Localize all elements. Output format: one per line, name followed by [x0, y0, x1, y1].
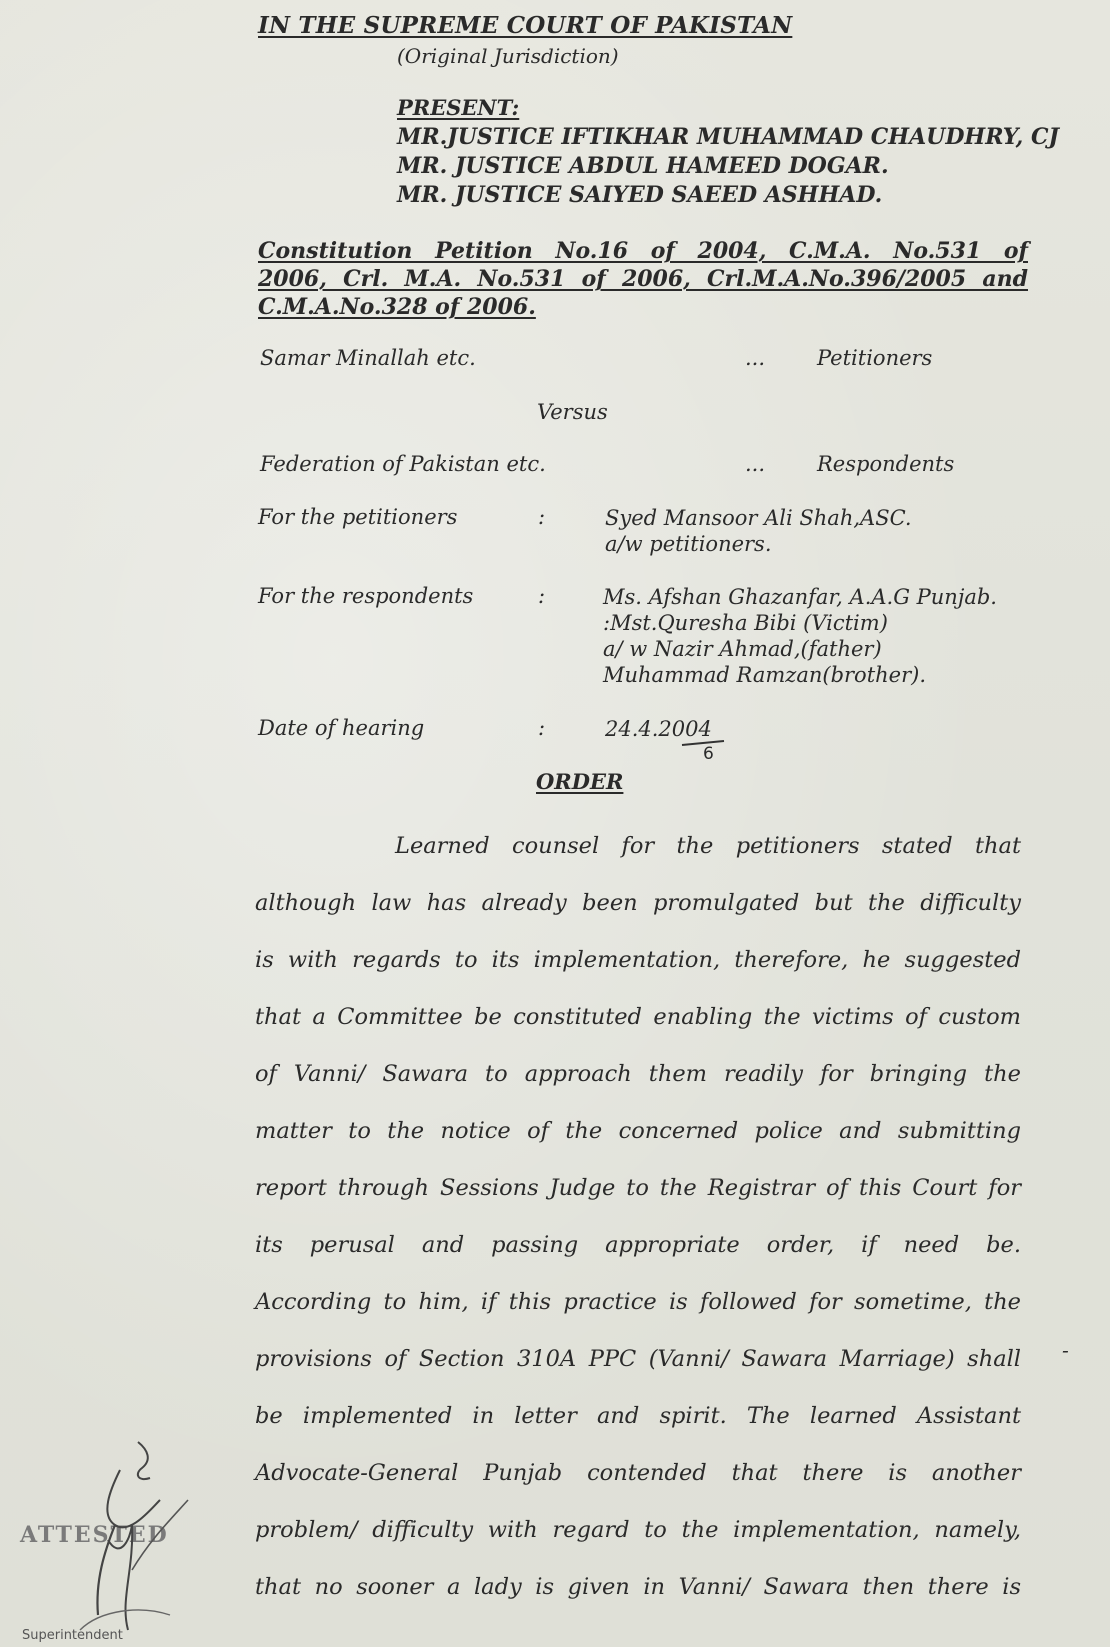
order-line: Advocate-General Punjab contended that there is another [255, 1460, 1021, 1486]
leader-dots: ... [745, 452, 766, 476]
judge-name: MR. JUSTICE SAIYED SAEED ASHHAD. [397, 182, 883, 208]
judge-name: MR.JUSTICE IFTIKHAR MUHAMMAD CHAUDHRY, CJ [397, 124, 1059, 150]
order-line: be implemented in letter and spirit. The learned Assistant [255, 1403, 1021, 1429]
order-line: that no sooner a lady is given in Vanni/ Sawara then there is [255, 1574, 1021, 1600]
respondents-counsel [603, 584, 997, 688]
order-line: of Vanni/ Sawara to approach them readily for bringing the [255, 1061, 1021, 1087]
hearing-date-label: Date of hearing [258, 716, 425, 740]
order-line: According to him, if this practice is followed for sometime, the [255, 1289, 1021, 1315]
signature-icon [20, 1430, 230, 1647]
petitioner-role: Petitioners [817, 346, 933, 370]
order-line: although law has already been promulgated but the difficulty [255, 890, 1021, 916]
court-title: IN THE SUPREME COURT OF PAKISTAN [258, 12, 793, 39]
attested-stamp: ATTESTED [20, 1522, 169, 1548]
case-title-line: 2006, Crl. M.A. No.531 of 2006, Crl.M.A.No.396/2005 and [258, 266, 1028, 292]
counsel-line: a/w petitioners. [605, 532, 772, 556]
order-line: is with regards to its implementation, therefore, he suggested [255, 947, 1021, 973]
respondents-counsel-label: For the respondents [258, 584, 474, 608]
bench-list [397, 123, 1059, 210]
order-line: provisions of Section 310A PPC (Vanni/ Sawara Marriage) shall [255, 1346, 1021, 1372]
counsel-line: Syed Mansoor Ali Shah,ASC. [605, 506, 912, 530]
order-line: its perusal and passing appropriate order, if need be. [255, 1232, 1021, 1258]
petitioners-counsel [605, 505, 912, 557]
versus-label: Versus [537, 400, 608, 424]
order-line: Learned counsel for the petitioners stated that [395, 833, 1021, 859]
case-title-line: C.M.A.No.328 of 2006. [258, 294, 536, 320]
present-label: PRESENT: [397, 95, 520, 120]
counsel-line: Ms. Afshan Ghazanfar, A.A.G Punjab. [603, 585, 997, 609]
order-heading: ORDER [536, 769, 624, 794]
leader-dots: ... [745, 346, 766, 370]
counsel-line: Muhammad Ramzan(brother). [603, 663, 926, 687]
colon: : [538, 716, 546, 740]
order-line: that a Committee be constituted enabling the victims of custom [255, 1004, 1021, 1030]
colon: : [538, 505, 546, 529]
jurisdiction: (Original Jurisdiction) [397, 44, 619, 68]
order-body [255, 818, 1021, 1616]
hearing-date-correction: 6 [703, 744, 714, 764]
order-line: report through Sessions Judge to the Registrar of this Court for [255, 1175, 1021, 1201]
case-title [258, 237, 1028, 321]
case-title-line: Constitution Petition No.16 of 2004, C.M.A. No.531 of [258, 238, 1028, 264]
counsel-line: a/ w Nazir Ahmad,(father) [603, 637, 882, 661]
hearing-date: 24.4.2004 [605, 717, 712, 741]
respondent-name: Federation of Pakistan etc. [260, 452, 546, 476]
petitioners-counsel-label: For the petitioners [258, 505, 458, 529]
counsel-line: :Mst.Quresha Bibi (Victim) [603, 611, 888, 635]
respondent-role: Respondents [817, 452, 955, 476]
order-line: problem/ difficulty with regard to the implementation, namely, [255, 1517, 1021, 1543]
petitioner-name: Samar Minallah etc. [260, 346, 476, 370]
margin-mark: - [1062, 1338, 1069, 1362]
stamp-designation: Superintendent [22, 1628, 123, 1643]
judge-name: MR. JUSTICE ABDUL HAMEED DOGAR. [397, 153, 889, 179]
correction-stroke [680, 736, 726, 750]
order-line: matter to the notice of the concerned police and submitting [255, 1118, 1021, 1144]
colon: : [538, 584, 546, 608]
